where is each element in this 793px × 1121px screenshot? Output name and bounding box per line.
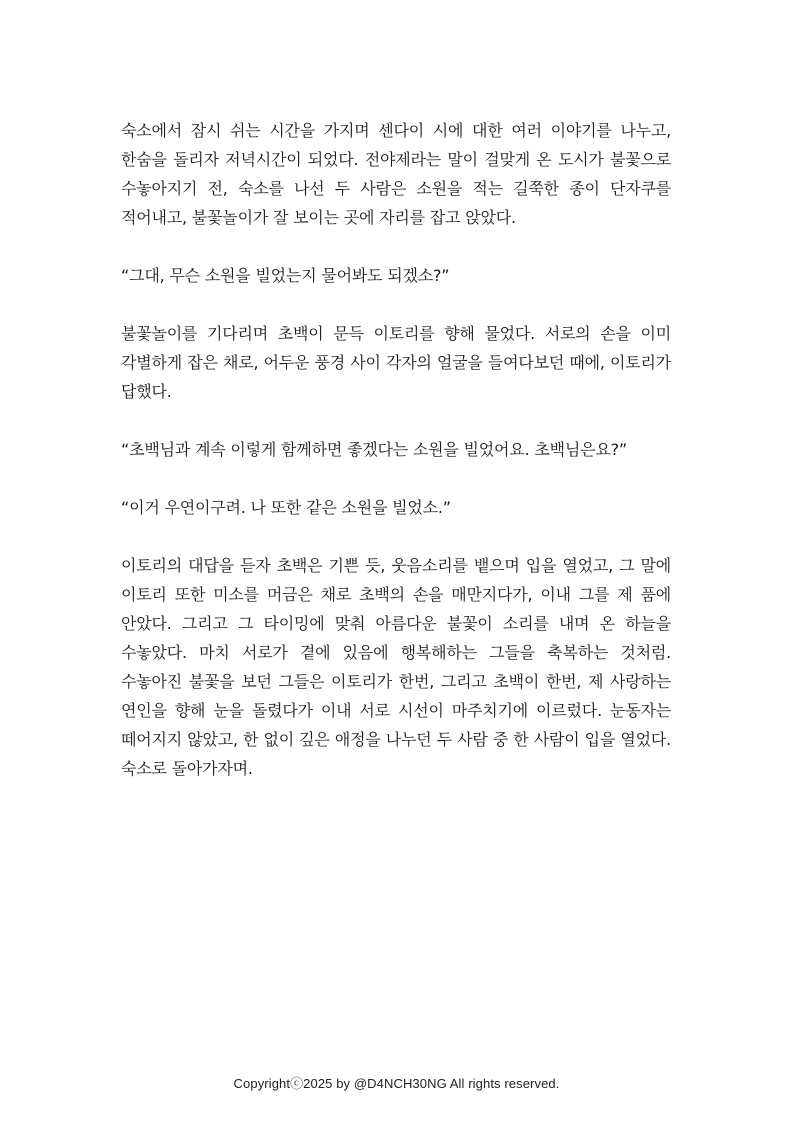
copyright-footer: Copyrightⓒ2025 by @D4NCH30NG All rights reserved. — [233, 1076, 560, 1091]
paragraph-spacer — [121, 406, 671, 435]
paragraph-spacer — [121, 522, 671, 551]
story-body — [121, 116, 671, 783]
paragraph-6: 이토리의 대답을 듣자 초백은 기쁜 듯, 웃음소리를 뱉으며 입을 열었고, 그 말에 이토리 또한 미소를 머금은 채로 초백의 손을 매만지다가, 이내 그를 제 품에 안았다. 그리고 그 타이밍에 맞춰 아름다운 불꽃이 소리를 내며 온 하늘을 수놓았다. 마치 서로가 곁에 있음에 행복해하는 그들을 축복하는 것처럼. 수놓아진 불꽃을 보던 그들은 이토리가 한번, 그리고 초백이 한번, 제 사랑하는 연인을 향해 눈을 돌렸다가 이내 서로 시선이 마주치기에 이르렀다. 눈동자는 떼어지지 않았고, 한 없이 깊은 애정을 나누던 두 사람 중 한 사람이 입을 열었다. 숙소로 돌아가자며. — [121, 556, 671, 778]
paragraph-3: 불꽃놀이를 기다리며 초백이 문득 이토리를 향해 물었다. 서로의 손을 이미 각별하게 잡은 채로, 어두운 풍경 사이 각자의 얼굴을 들여다보던 때에, 이토리가 답했다. — [121, 324, 671, 401]
paragraph-1: 숙소에서 잠시 쉬는 시간을 가지며 센다이 시에 대한 여러 이야기를 나누고, 한숨을 돌리자 저녁시간이 되었다. 전야제라는 말이 걸맞게 온 도시가 불꽃으로 수놓아지기 전, 숙소를 나선 두 사람은 소원을 적는 길쭉한 종이 단자쿠를 적어내고, 불꽃놀이가 잘 보이는 곳에 자리를 잡고 앉았다. — [121, 121, 671, 227]
paragraph-spacer — [121, 464, 671, 493]
dialogue-answer: “초백님과 계속 이렇게 함께하면 좋겠다는 소원을 빌었어요. 초백님은요?” — [121, 440, 627, 459]
paragraph-spacer — [121, 232, 671, 261]
dialogue-question: “그대, 무슨 소원을 빌었는지 물어봐도 되겠소?” — [121, 266, 450, 285]
dialogue-reply: “이거 우연이구려. 나 또한 같은 소원을 빌었소.” — [121, 498, 451, 517]
paragraph-spacer — [121, 290, 671, 319]
